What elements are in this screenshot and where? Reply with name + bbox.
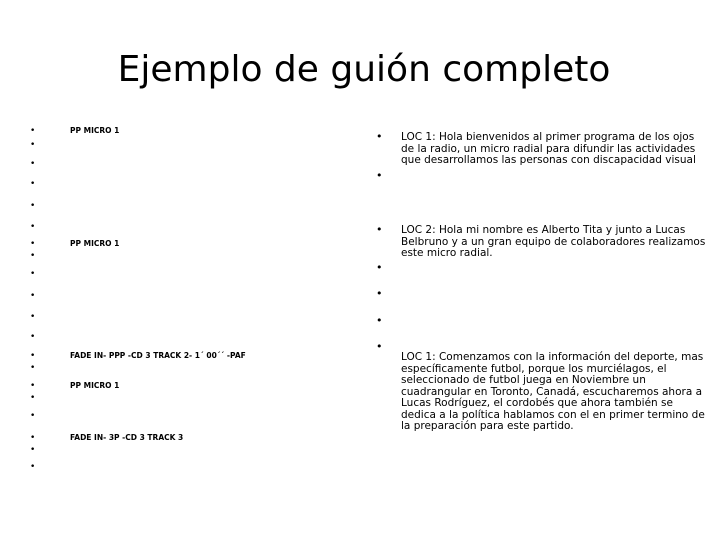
bullet-icon: • — [30, 381, 36, 391]
dialogue-text: LOC 2: Hola mi nombre es Alberto Tita y junto a Lucas Belbruno y a un gran equipo de colaboradores realizamos este micro radial. — [401, 224, 706, 259]
bullet-icon: • — [30, 222, 36, 232]
bullet-icon: • — [376, 287, 383, 300]
bullet-icon: • — [30, 159, 36, 169]
cue-text: PP MICRO 1 — [70, 126, 120, 135]
bullet-icon: • — [30, 433, 36, 443]
bullet-icon: • — [30, 393, 36, 403]
bullet-icon: • — [30, 179, 36, 189]
dialogue-text: LOC 1: Hola bienvenidos al primer programa de los ojos de la radio, un micro radial para difundir las actividades que desarrollamos las personas con discapacidad visual — [401, 131, 696, 166]
bullet-icon: • — [30, 363, 36, 373]
bullet-icon: • — [30, 140, 36, 150]
bullet-icon: • — [30, 269, 36, 279]
bullet-icon: • — [30, 312, 36, 322]
cue-text: PP MICRO 1 — [70, 381, 120, 390]
cue-text: PP MICRO 1 — [70, 239, 120, 248]
bullet-icon: • — [30, 411, 36, 421]
bullet-icon: • — [30, 462, 36, 472]
bullet-icon: • — [30, 239, 36, 249]
bullet-icon: • — [30, 251, 36, 261]
bullet-icon: • — [30, 291, 36, 301]
cue-text: FADE IN- PPP -CD 3 TRACK 2- 1´ 00´´ -PAF — [70, 351, 246, 360]
bullet-icon: • — [376, 130, 383, 143]
dialogue-text: LOC 1: Comenzamos con la información del deporte, mas específicamente futbol, porque los murciélagos, el seleccionado de futbol juega en Noviembre un cuadrangular en Toronto, Canadá, escucharemos ahora a Lucas Rodríguez, el cordobés que ahora también se dedica a la política hablamos con el en primer termino de la preparación para este partido. — [401, 351, 705, 432]
bullet-icon: • — [376, 223, 383, 236]
bullet-icon: • — [30, 332, 36, 342]
slide-title: Ejemplo de guión completo — [117, 49, 611, 90]
bullet-icon: • — [376, 261, 383, 274]
bullet-icon: • — [30, 351, 36, 361]
bullet-icon: • — [30, 201, 36, 211]
bullet-icon: • — [376, 340, 383, 353]
bullet-icon: • — [30, 126, 36, 136]
bullet-icon: • — [30, 445, 36, 455]
bullet-icon: • — [376, 169, 383, 182]
bullet-icon: • — [376, 314, 383, 327]
cue-text: FADE IN- 3P -CD 3 TRACK 3 — [70, 433, 184, 442]
